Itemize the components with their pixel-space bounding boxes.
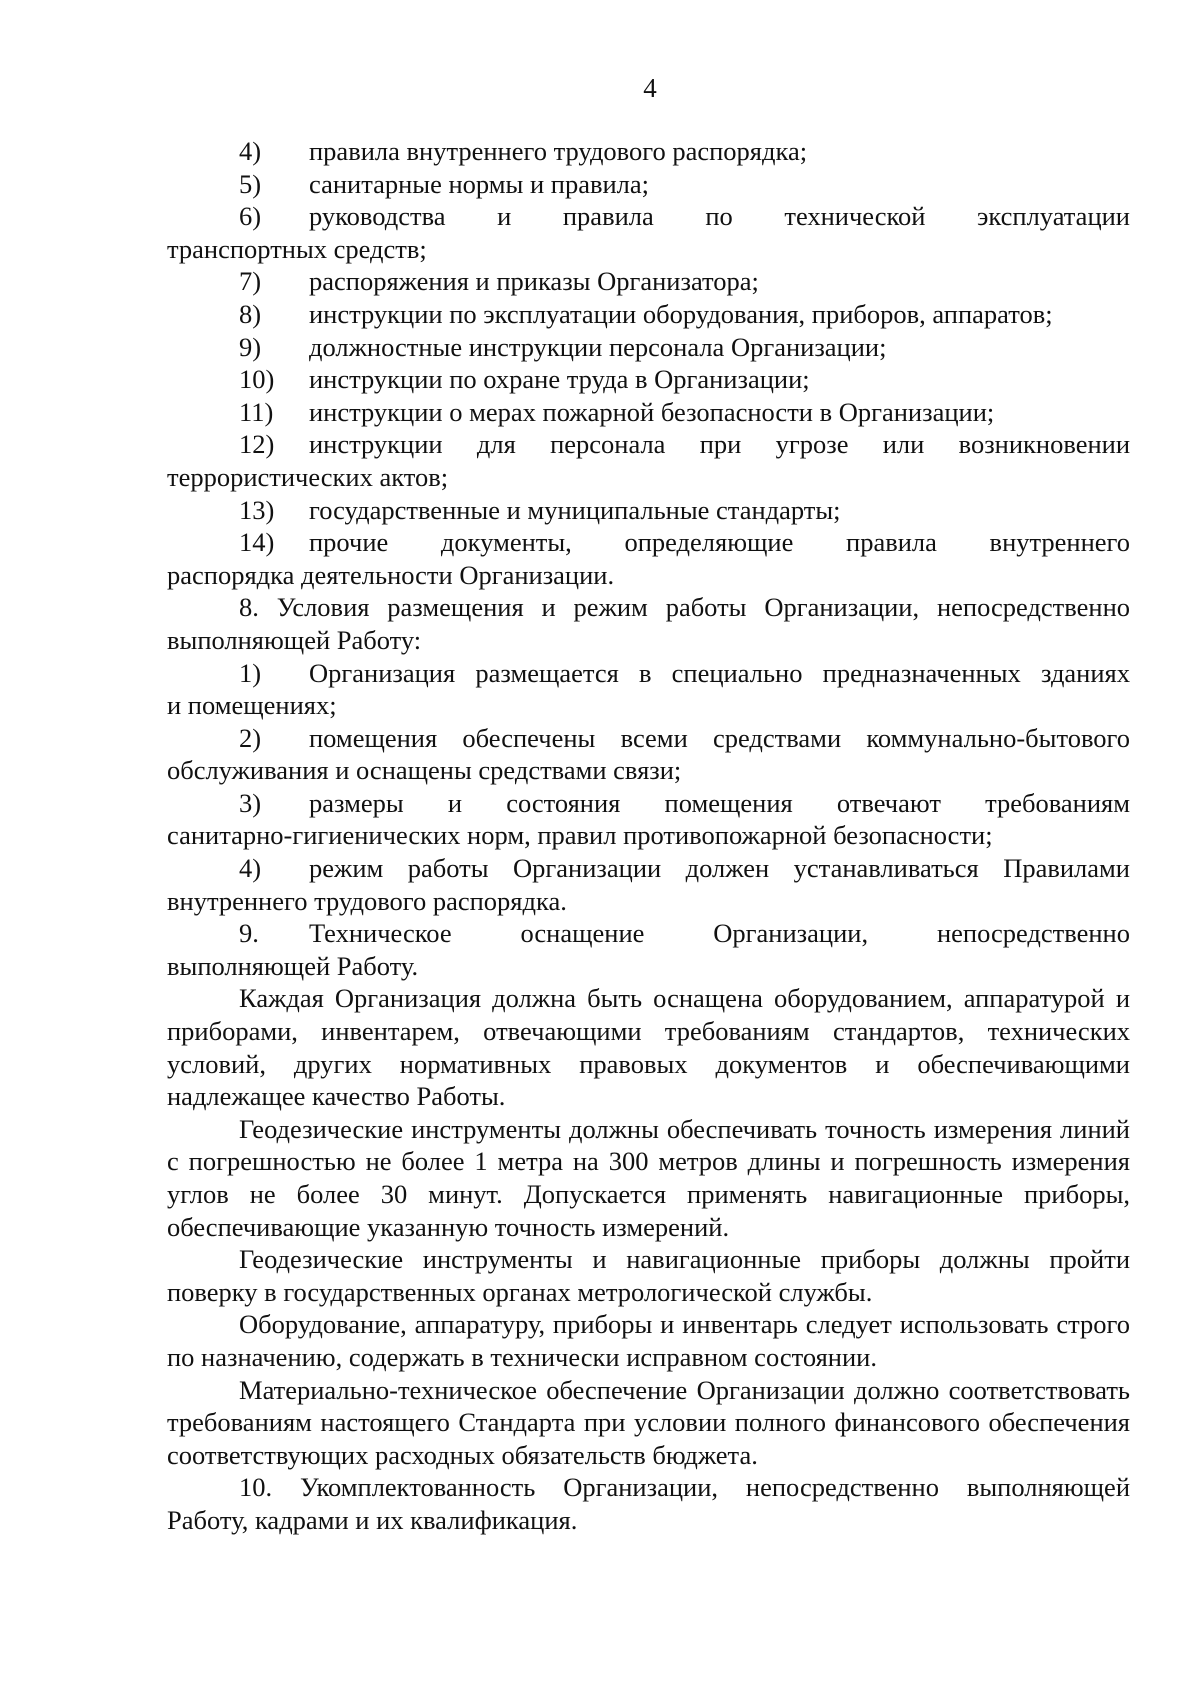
- list-item: [167, 298, 1130, 331]
- list-item: [167, 526, 1130, 559]
- list-item-continuation: и помещениях;: [167, 690, 337, 721]
- list-item-continuation: распорядка деятельности Организации.: [167, 559, 615, 590]
- list-item-number: 13): [239, 494, 275, 525]
- list-item-text: распоряжения и приказы Организатора;: [309, 266, 759, 297]
- section-number: 9.: [239, 918, 259, 949]
- list-item-text: инструкции о мерах пожарной безопасности в Организации;: [309, 396, 995, 427]
- list-item: [167, 657, 1130, 690]
- list-item-number: 1): [239, 657, 262, 688]
- list-item: [167, 200, 1130, 233]
- list-item-number: 7): [239, 266, 262, 297]
- list-item-number: 11): [239, 396, 274, 427]
- list-item: [167, 168, 1130, 201]
- list-item-number: 10): [239, 364, 275, 395]
- section-8-heading-continuation: выполняющей Работу:: [167, 624, 422, 655]
- list-item-text: руководства и правила по технической эксплуатации: [309, 201, 1130, 232]
- list-item-text: государственные и муниципальные стандарты;: [309, 494, 841, 525]
- list-item-number: 2): [239, 722, 262, 753]
- list-item-text: помещения обеспечены всеми средствами коммунально-бытового: [309, 722, 1130, 753]
- list-item-continuation: террористических актов;: [167, 461, 449, 492]
- list-item-text: должностные инструкции персонала Организации;: [309, 331, 887, 362]
- list-item: [167, 428, 1130, 461]
- paragraph: Оборудование, аппаратуру, приборы и инвентарь следует использовать строго по назначению, содержать в технически исправном состоянии.: [167, 1309, 1130, 1372]
- list-item-text: режим работы Организации должен устанавливаться Правилами: [309, 853, 1130, 884]
- list-item: [167, 265, 1130, 298]
- list-item-continuation: внутреннего трудового распорядка.: [167, 885, 567, 916]
- paragraph: Материально-техническое обеспечение Организации должно соответствовать требованиям настоящего Стандарта при условии полного финансового обеспечения соответствующих расходных обязательств бюджета.: [167, 1374, 1130, 1470]
- list-item: [167, 331, 1130, 364]
- paragraph: Геодезические инструменты должны обеспечивать точность измерения линий с погрешностью не более 1 метра на 300 метров длины и погрешность измерения углов не более 30 минут. Допускается применять навигационные приборы, обеспечивающие указанную точность измерений.: [167, 1113, 1130, 1242]
- list-item-continuation: транспортных средств;: [167, 233, 427, 264]
- list-item-number: 4): [239, 853, 262, 884]
- list-item-number: 12): [239, 429, 275, 460]
- section-9-heading: [167, 917, 1130, 950]
- list-item-text: размеры и состояния помещения отвечают требованиям: [309, 787, 1130, 818]
- list-item: [167, 396, 1130, 429]
- list-item-continuation: санитарно-гигиенических норм, правил противопожарной безопасности;: [167, 820, 993, 851]
- list-item-text: инструкции по охране труда в Организации;: [309, 364, 810, 395]
- list-item-number: 4): [239, 136, 262, 166]
- document-body: [167, 135, 1130, 1537]
- page-number: 4: [643, 73, 657, 103]
- list-item-number: 14): [239, 527, 275, 558]
- list-item: [167, 722, 1130, 755]
- list-item-number: 3): [239, 787, 262, 818]
- section-10-heading: 10. Укомплектованность Организации, непосредственно выполняющей Работу, кадрами и их квалификация.: [167, 1472, 1130, 1535]
- list-item: [167, 852, 1130, 885]
- list-item-text: санитарные нормы и правила;: [309, 168, 650, 199]
- section-8-heading: 8. Условия размещения и режим работы Организации, непосредственно: [239, 592, 1130, 623]
- list-item-text: правила внутреннего трудового распорядка;: [309, 136, 808, 166]
- list-item-text: инструкции по эксплуатации оборудования, приборов, аппаратов;: [309, 298, 1053, 329]
- list-item: [167, 363, 1130, 396]
- paragraph: Каждая Организация должна быть оснащена оборудованием, аппаратурой и приборами, инвентарем, отвечающими требованиям стандартов, технических условий, других нормативных правовых документов и обеспечивающими надлежащее качество Работы.: [167, 983, 1130, 1112]
- list-item-number: 9): [239, 331, 262, 362]
- list-item-text: Организация размещается в специально предназначенных зданиях: [309, 657, 1130, 688]
- list-item: [167, 494, 1130, 527]
- list-item-number: 8): [239, 298, 262, 329]
- paragraph: Геодезические инструменты и навигационные приборы должны пройти поверку в государственных органах метрологической службы.: [167, 1244, 1130, 1307]
- section-9-heading-continuation: выполняющей Работу.: [167, 950, 419, 981]
- list-item: [167, 787, 1130, 820]
- list-item-continuation: обслуживания и оснащены средствами связи;: [167, 755, 682, 786]
- list-item-number: 6): [239, 201, 262, 232]
- list-item-number: 5): [239, 168, 262, 199]
- list-item: [167, 135, 1130, 168]
- list-item-text: прочие документы, определяющие правила внутреннего: [309, 527, 1130, 558]
- section-9-heading-text: Техническое оснащение Организации, непосредственно: [309, 918, 1130, 949]
- list-item-text: инструкции для персонала при угрозе или возникновении: [309, 429, 1130, 460]
